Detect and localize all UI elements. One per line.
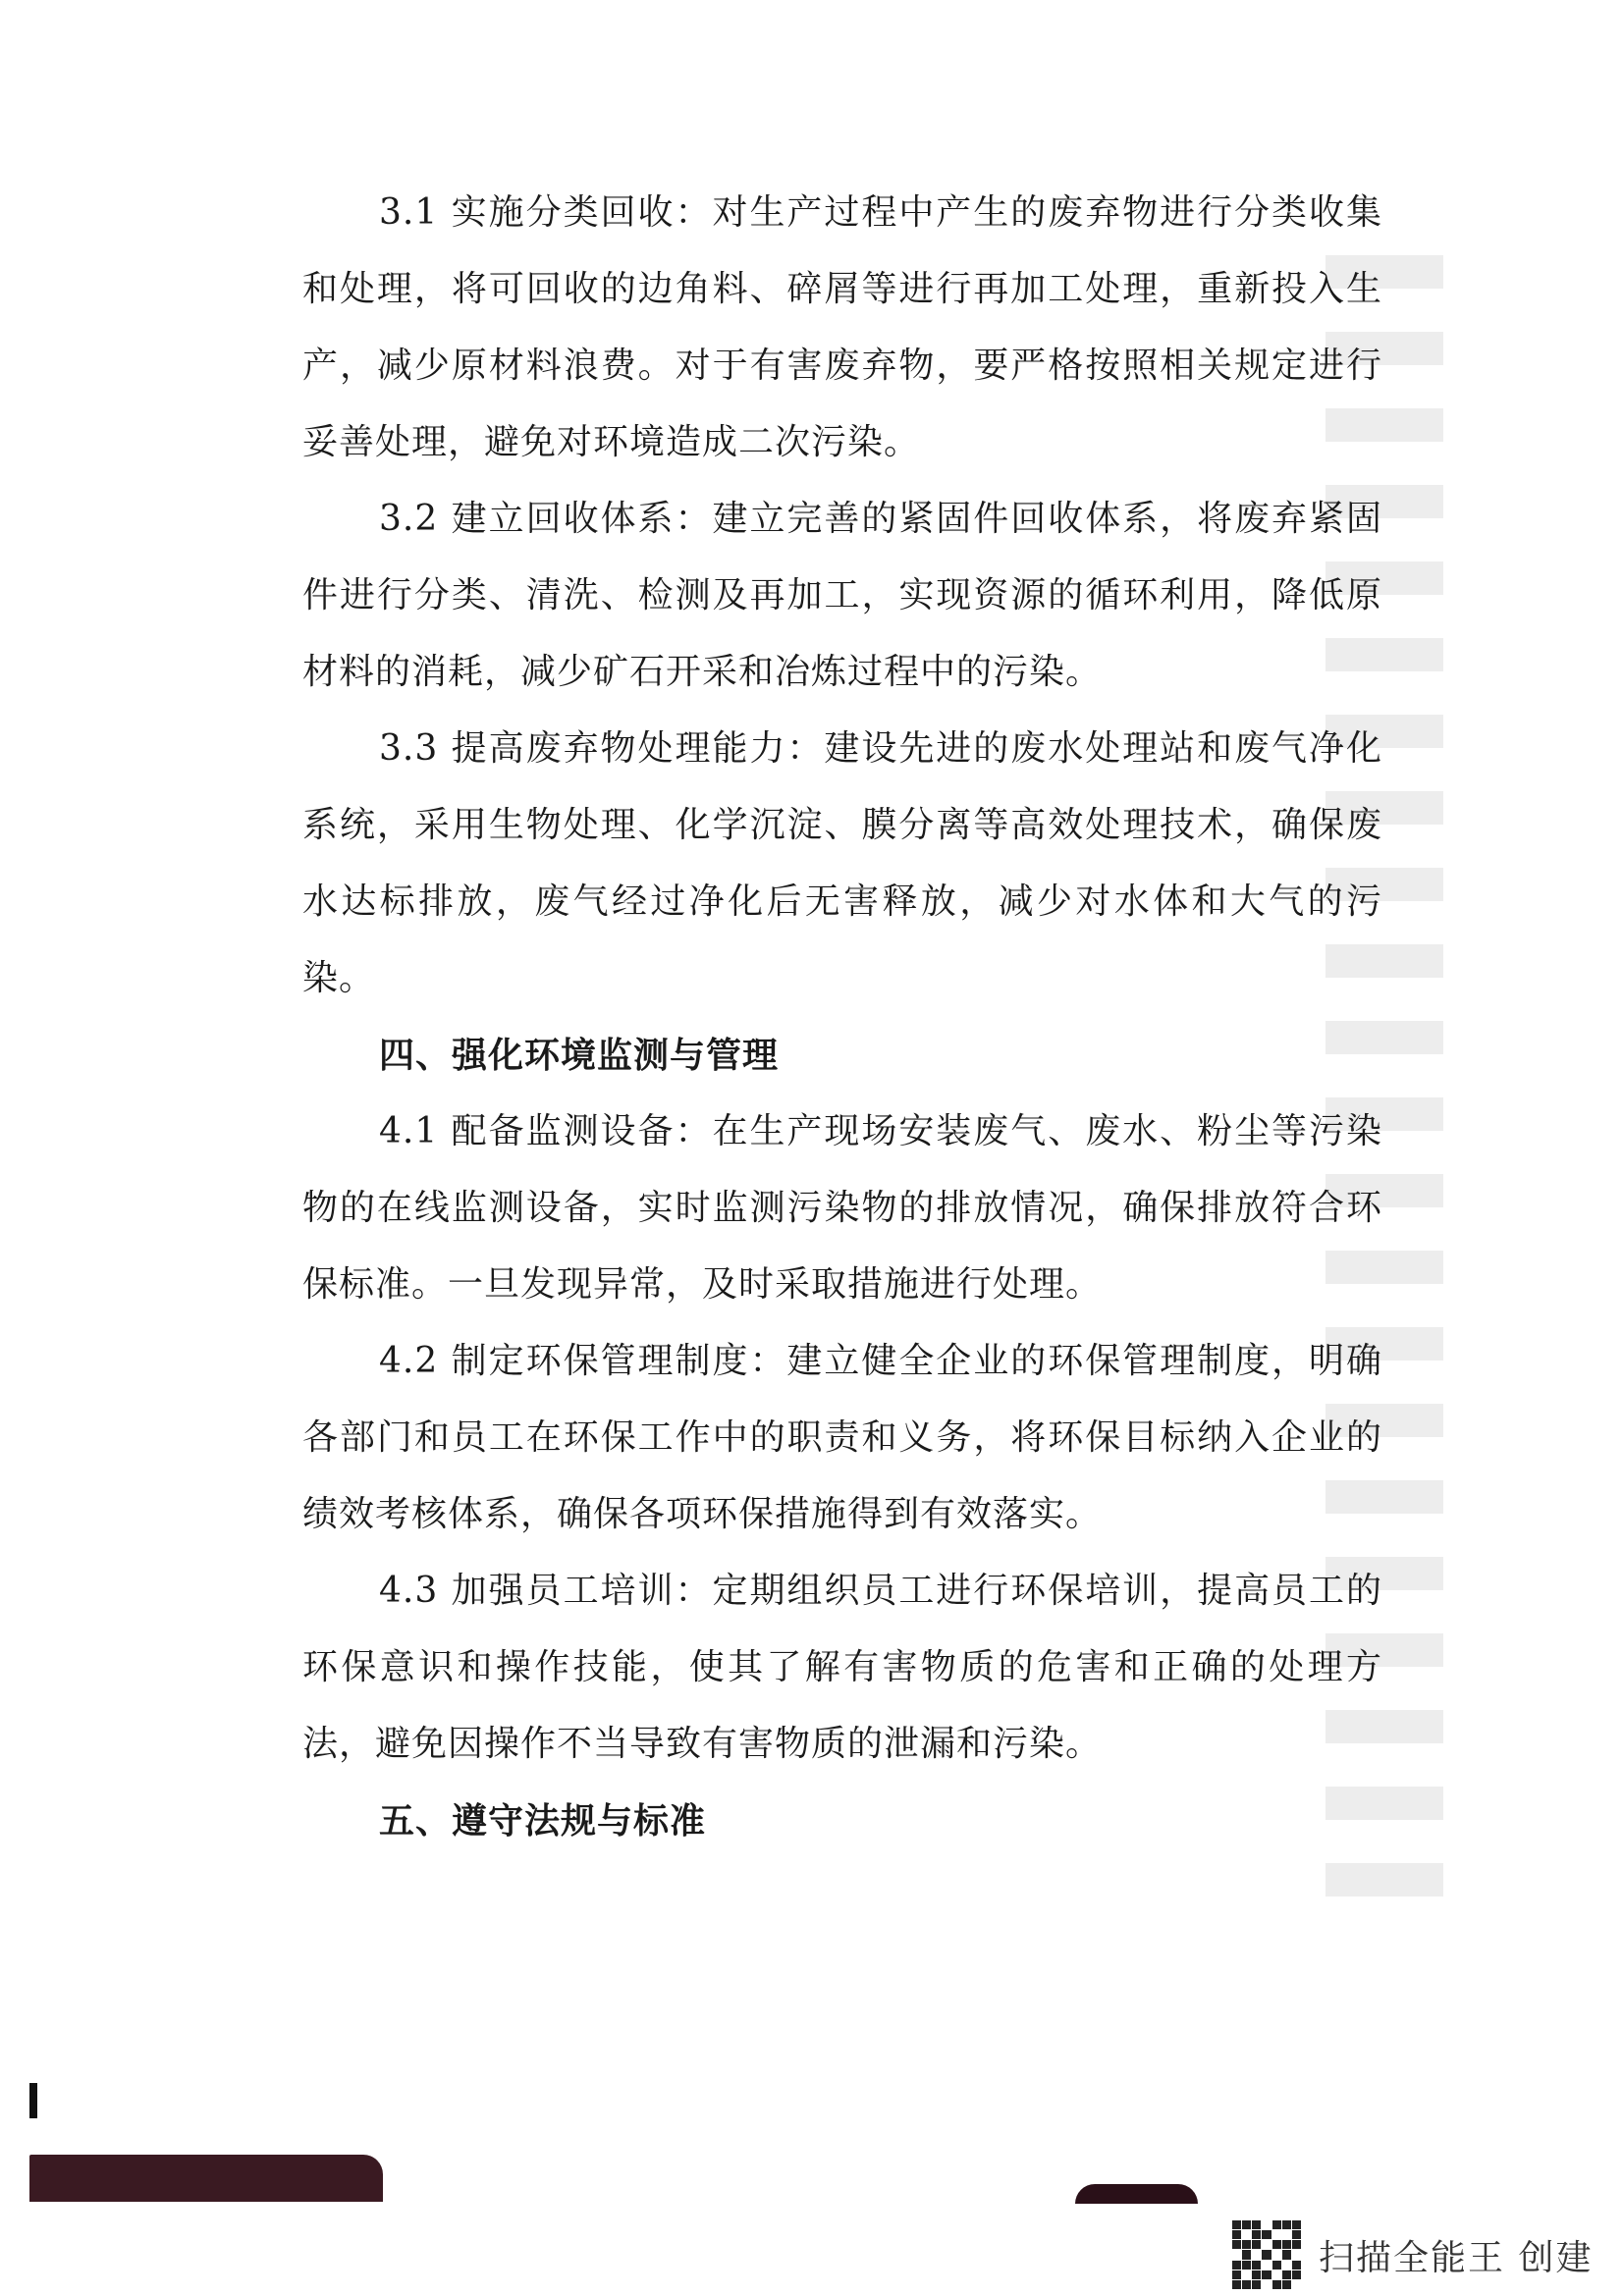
scan-bottom-shadow bbox=[29, 2155, 383, 2202]
paragraph-3-3: 3.3 提高废弃物处理能力：建设先进的废水处理站和废气净化系统，采用生物处理、化学沉淀、膜分离等高效处理技术，确保废水达标排放，废气经过净化后无害释放，减少对水体和大气的污染。 bbox=[302, 728, 1382, 998]
paragraph-3-1: 3.1 实施分类回收：对生产过程中产生的废弃物进行分类收集和处理，将可回收的边角料、碎屑等进行再加工处理，重新投入生产，减少原材料浪费。对于有害废弃物，要严格按照相关规定进行妥善处理，避免对环境造成二次污染。 bbox=[302, 192, 1382, 462]
scanner-watermark bbox=[1232, 2220, 1593, 2289]
section-heading-5: 五、遵守法规与标准 bbox=[379, 1800, 707, 1842]
qr-code-icon bbox=[1232, 2220, 1301, 2289]
paragraph-4-3: 4.3 加强员工培训：定期组织员工进行环保培训，提高员工的环保意识和操作技能，使其了解有害物质的危害和正确的处理方法，避免因操作不当导致有害物质的泄漏和污染。 bbox=[302, 1571, 1382, 1764]
watermark-text: 扫描全能王 创建 bbox=[1319, 2237, 1594, 2278]
paragraph-4-1: 4.1 配备监测设备：在生产现场安装废气、废水、粉尘等污染物的在线监测设备，实时监测污染物的排放情况，确保排放符合环保标准。一旦发现异常，及时采取措施进行处理。 bbox=[302, 1111, 1382, 1305]
paragraph-4-2: 4.2 制定环保管理制度：建立健全企业的环保管理制度，明确各部门和员工在环保工作中的职责和义务，将环保目标纳入企业的绩效考核体系，确保各项环保措施得到有效落实。 bbox=[302, 1341, 1382, 1534]
scan-edge-mark bbox=[29, 2083, 37, 2118]
document-body bbox=[302, 175, 1382, 1859]
paragraph-3-2: 3.2 建立回收体系：建立完善的紧固件回收体系，将废弃紧固件进行分类、清洗、检测及再加工，实现资源的循环利用，降低原材料的消耗，减少矿石开采和冶炼过程中的污染。 bbox=[302, 499, 1382, 692]
section-heading-4: 四、强化环境监测与管理 bbox=[379, 1035, 780, 1076]
scan-bottom-shadow-right bbox=[1075, 2184, 1198, 2204]
